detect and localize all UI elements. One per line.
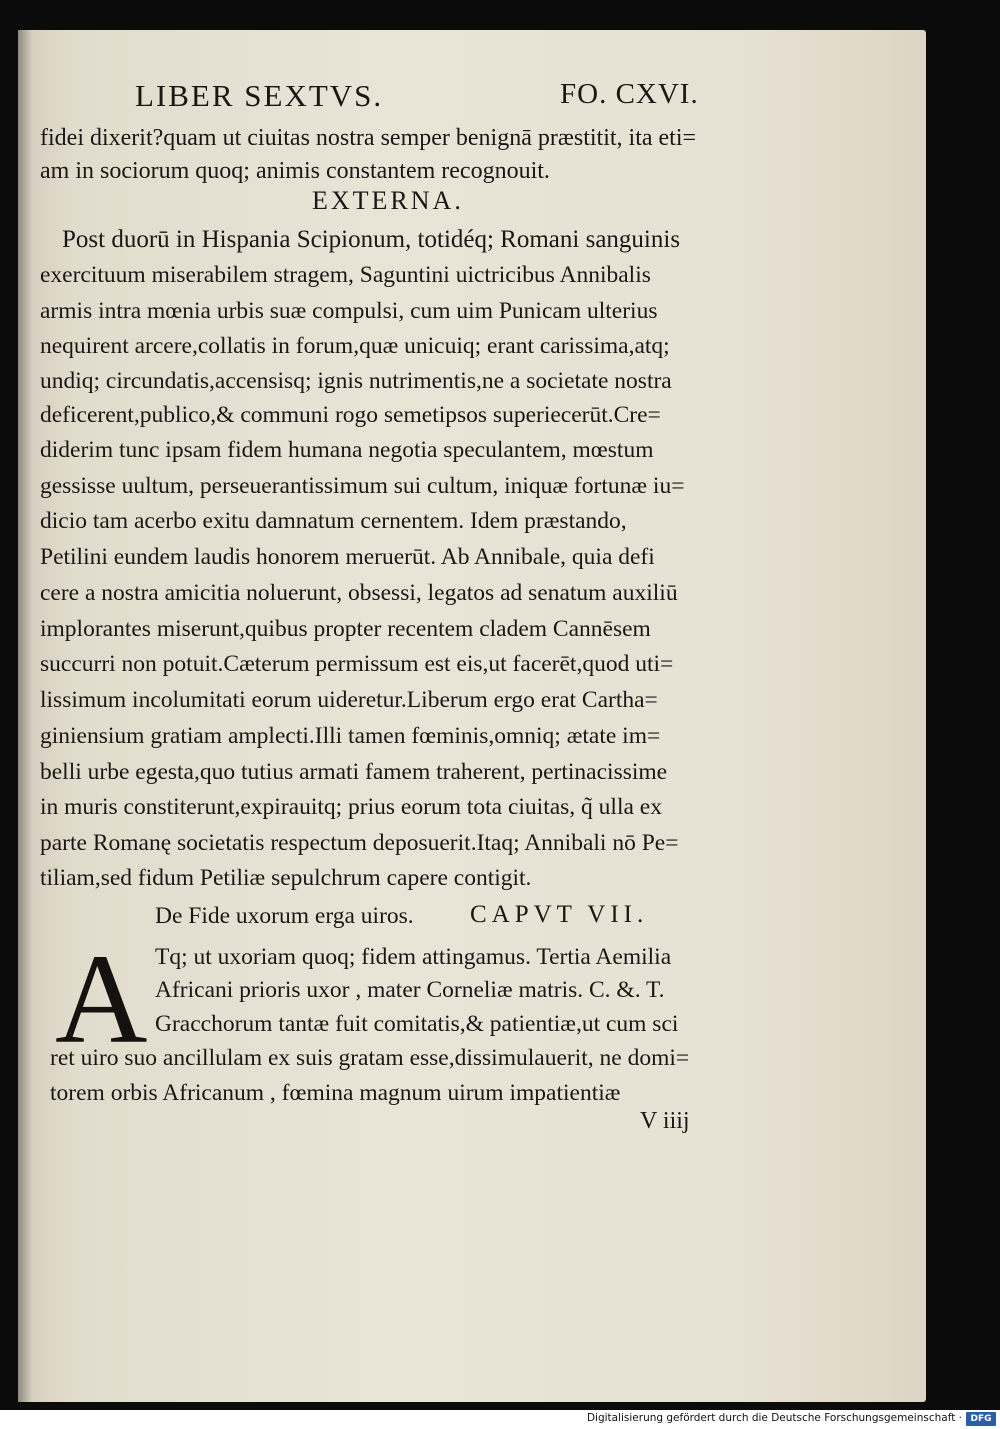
text-line: implorantes miserunt,quibus propter recentem cladem Cannēsem xyxy=(40,616,651,642)
text-line: tiliam,sed fidum Petiliæ sepulchrum capere contigit. xyxy=(40,865,532,891)
text-line: lissimum incolumitati eorum uideretur.Liberum ergo erat Cartha= xyxy=(40,687,658,713)
text-line: Gracchorum tantæ fuit comitatis,& patientiæ,ut cum sci xyxy=(155,1011,679,1037)
folio-number: FO. CXVI. xyxy=(560,78,699,110)
text-line: giniensium gratiam amplecti.Illi tamen fœminis,omniq; ætate im= xyxy=(40,723,661,749)
page-gutter-shadow xyxy=(18,30,32,1402)
text-line: succurri non potuit.Cæterum permissum est eis,ut facerēt,quod uti= xyxy=(40,651,674,677)
drop-cap-initial: A xyxy=(55,928,148,1070)
text-line: gessisse uultum, perseuerantissimum sui cultum, iniquæ fortunæ iu= xyxy=(40,473,685,499)
text-line: undiq; circundatis,accensisq; ignis nutrimentis,ne a societate nostra xyxy=(40,368,672,394)
chapter-number: CAPVT VII. xyxy=(470,901,649,928)
dfg-logo-icon: DFG xyxy=(966,1412,996,1426)
running-head-left: LIBER SEXTVS. xyxy=(135,78,384,113)
chapter-title: De Fide uxorum erga uiros. xyxy=(155,903,414,929)
text-line: exercituum miserabilem stragem, Saguntini uictricibus Annibalis xyxy=(40,262,651,288)
funding-credit: Digitalisierung gefördert durch die Deutsche Forschungsgemeinschaft · xyxy=(586,1412,962,1424)
text-line: armis intra mœnia urbis suæ compulsi, cum uim Punicam ulterius xyxy=(40,298,658,324)
text-line: diderim tunc ipsam fidem humana negotia speculantem, mœstum xyxy=(40,437,654,463)
text-line: cere a nostra amicitia noluerunt, obsessi, legatos ad senatum auxiliū xyxy=(40,580,678,606)
text-line: Post duorū in Hispania Scipionum, totidéq; Romani sanguinis xyxy=(62,226,681,253)
text-line: am in sociorum quoq; animis constantem recognouit. xyxy=(40,158,550,184)
footer-bar xyxy=(0,1410,1000,1429)
text-line: deficerent,publico,& communi rogo semetipsos superiecerūt.Cre= xyxy=(40,402,661,428)
signature-mark: V iiij xyxy=(640,1108,690,1134)
text-line: Tq; ut uxoriam quoq; fidem attingamus. Tertia Aemilia xyxy=(155,944,672,970)
text-line: dicio tam acerbo exitu damnatum cernentem. Idem præstando, xyxy=(40,508,627,534)
text-line: belli urbe egesta,quo tutius armati famem traherent, pertinacissime xyxy=(40,759,668,785)
text-line: Africani prioris uxor , mater Corneliæ matris. C. &. T. xyxy=(155,977,665,1003)
text-line: parte Romanę societatis respectum deposuerit.Itaq; Annibali nō Pe= xyxy=(40,830,679,856)
text-line: ret uiro suo ancillulam ex suis gratam esse,dissimulauerit, ne domi= xyxy=(50,1045,690,1071)
section-heading: EXTERNA. xyxy=(312,186,464,215)
text-line: torem orbis Africanum , fœmina magnum uirum impatientiæ xyxy=(50,1080,621,1106)
text-line: Petilini eundem laudis honorem meruerūt. Ab Annibale, quia defi xyxy=(40,544,655,570)
text-line: nequirent arcere,collatis in forum,quæ unicuiq; erant carissima,atq; xyxy=(40,333,670,359)
text-line: in muris constiterunt,expirauitq; prius eorum tota ciuitas, q̃ ulla ex xyxy=(40,794,662,820)
text-line: fidei dixerit?quam ut ciuitas nostra semper benignā præstitit, ita eti= xyxy=(40,125,697,151)
